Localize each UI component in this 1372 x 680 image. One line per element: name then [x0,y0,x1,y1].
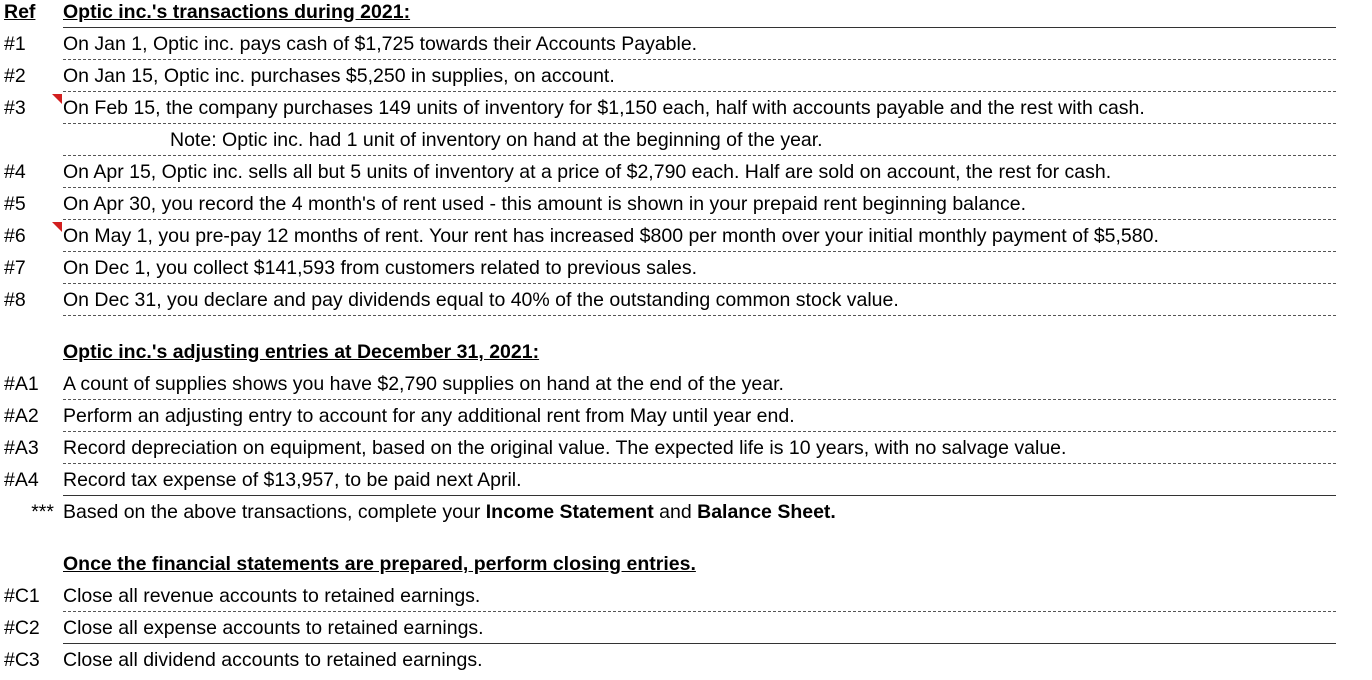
closing-row-c3 [0,644,1372,676]
transaction-row-6 [0,220,1372,252]
ref-cell[interactable]: #5 [4,193,26,215]
ref-cell[interactable]: #2 [4,65,26,87]
ref-cell[interactable]: *** [31,501,54,523]
adjusting-text[interactable]: A count of supplies shows you have $2,790 supplies on hand at the end of the year. [63,373,784,395]
adjusting-text[interactable]: Record tax expense of $13,957, to be paid next April. [63,469,522,491]
transaction-text[interactable]: On May 1, you pre-pay 12 months of rent. Your rent has increased $800 per month over your initial monthly payment of $5,580. [63,225,1159,247]
ref-column-header[interactable]: Ref [4,1,36,23]
ref-cell[interactable]: #A1 [4,373,39,395]
ref-cell[interactable]: #4 [4,161,26,183]
adjusting-header-row [0,336,1372,368]
transaction-row-2 [0,60,1372,92]
income-statement-label: Income Statement [485,501,654,523]
ref-cell[interactable]: #A3 [4,437,39,459]
instruction-prefix: Based on the above transactions, complete your [63,501,486,523]
adjusting-text[interactable]: Record depreciation on equipment, based on the original value. The expected life is 10 years, with no salvage value. [63,437,1067,459]
transaction-row-1 [0,28,1372,60]
transaction-text[interactable]: On Apr 30, you record the 4 month's of rent used - this amount is shown in your prepaid rent beginning balance. [63,193,1027,215]
closing-row-c1 [0,580,1372,612]
instruction-row [0,496,1372,528]
transaction-row-8 [0,284,1372,316]
ref-cell[interactable]: #A2 [4,405,39,427]
instruction-text[interactable] [63,496,836,528]
note-row [0,124,1372,156]
transaction-row-5 [0,188,1372,220]
balance-sheet-label: Balance Sheet. [697,501,836,523]
adjusting-title[interactable]: Optic inc.'s adjusting entries at December 31, 2021: [63,341,540,363]
transaction-text[interactable]: On Jan 15, Optic inc. purchases $5,250 in supplies, on account. [63,65,615,87]
ref-cell[interactable]: #3 [4,97,26,119]
closing-text[interactable]: Close all revenue accounts to retained earnings. [63,585,481,607]
ref-cell[interactable]: #1 [4,33,26,55]
ref-cell[interactable]: #6 [4,225,26,247]
closing-row-c2 [0,612,1372,644]
transaction-text[interactable]: On Apr 15, Optic inc. sells all but 5 units of inventory at a price of $2,790 each. Half are sold on account, the rest for cash. [63,161,1112,183]
adjusting-text[interactable]: Perform an adjusting entry to account for any additional rent from May until year end. [63,405,795,427]
adjusting-row-a2 [0,400,1372,432]
transactions-title[interactable]: Optic inc.'s transactions during 2021: [63,1,411,23]
transaction-text[interactable]: On Dec 1, you collect $141,593 from customers related to previous sales. [63,257,698,279]
comment-indicator-icon[interactable] [52,94,62,104]
ref-cell[interactable]: #7 [4,257,26,279]
ref-cell[interactable]: #A4 [4,469,39,491]
adjusting-row-a4 [0,464,1372,496]
transaction-text[interactable]: On Jan 1, Optic inc. pays cash of $1,725 towards their Accounts Payable. [63,33,698,55]
transaction-text[interactable]: On Dec 31, you declare and pay dividends equal to 40% of the outstanding common stock value. [63,289,899,311]
adjusting-row-a1 [0,368,1372,400]
comment-indicator-icon[interactable] [52,222,62,232]
adjusting-row-a3 [0,432,1372,464]
transaction-text[interactable]: On Feb 15, the company purchases 149 units of inventory for $1,150 each, half with accounts payable and the rest with cash. [63,97,1145,119]
ref-cell[interactable]: #C2 [4,617,40,639]
transaction-row-3 [0,92,1372,124]
header-row [0,0,1372,28]
ref-cell[interactable]: #8 [4,289,26,311]
instruction-and: and [653,501,698,523]
ref-cell[interactable]: #C3 [4,649,40,671]
row-divider [63,315,1336,316]
transaction-row-4 [0,156,1372,188]
closing-header-row [0,548,1372,580]
transaction-row-7 [0,252,1372,284]
note-text[interactable]: Note: Optic inc. had 1 unit of inventory on hand at the beginning of the year. [170,129,823,151]
closing-text[interactable]: Close all dividend accounts to retained earnings. [63,649,483,671]
ref-cell[interactable]: #C1 [4,585,40,607]
closing-text[interactable]: Close all expense accounts to retained earnings. [63,617,484,639]
closing-title[interactable]: Once the financial statements are prepared, perform closing entries. [63,553,696,575]
